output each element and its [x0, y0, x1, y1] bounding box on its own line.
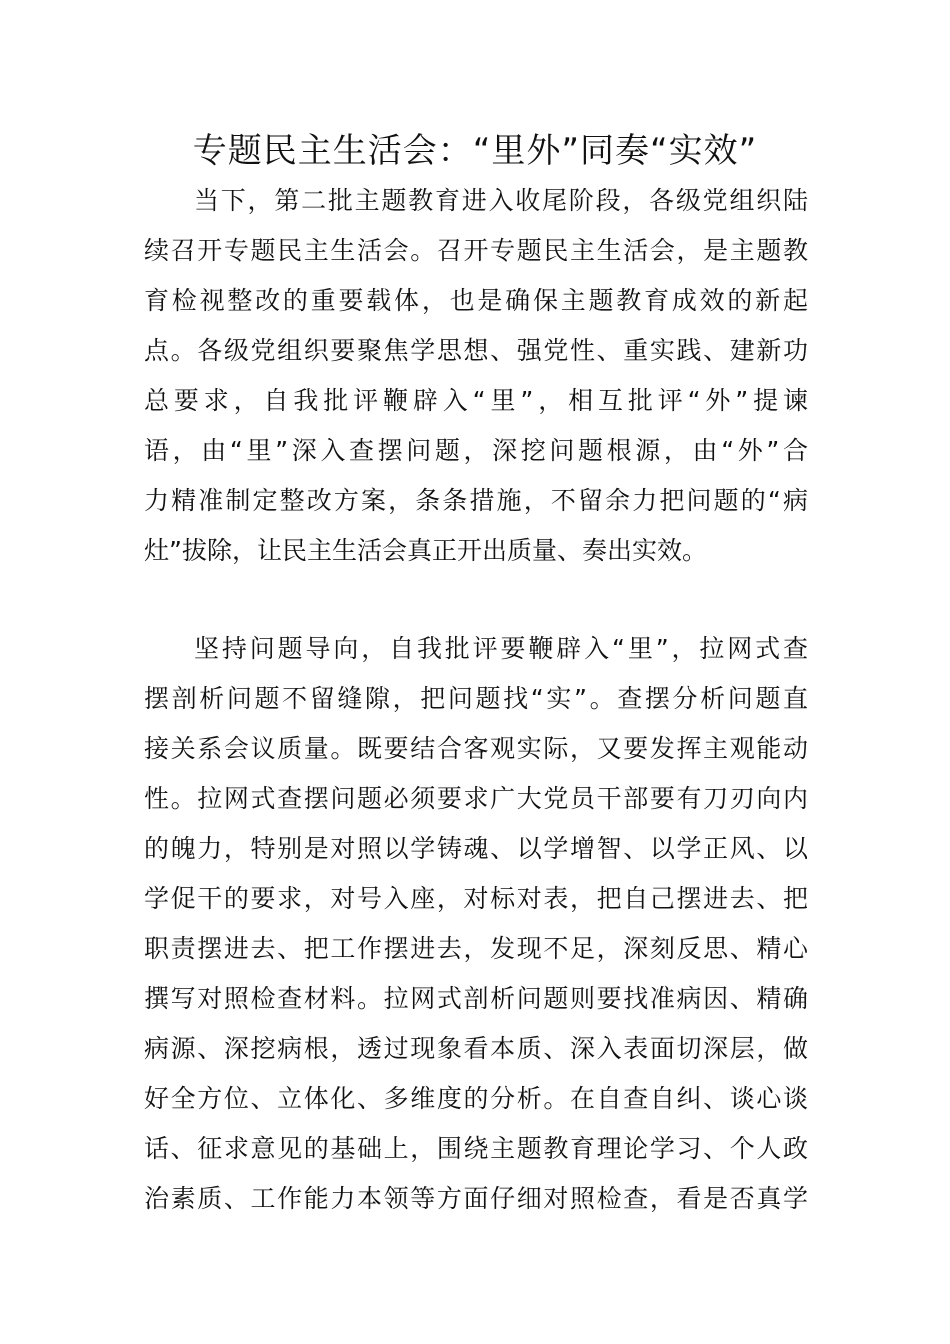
paragraph-line: 接关系会议质量。既要结合客观实际，又要发挥主观能动 — [144, 734, 808, 763]
paragraph-line: 总要求，自我批评鞭辟入“里”，相互批评“外”提谏 — [144, 386, 808, 415]
paragraph-line: 的魄力，特别是对照以学铸魂、以学增智、以学正风、以 — [144, 834, 808, 863]
paragraph-line: 力精准制定整改方案，条条措施，不留余力把问题的“病 — [144, 486, 808, 515]
paragraph-line: 点。各级党组织要聚焦学思想、强党性、重实践、建新功 — [144, 336, 808, 365]
paragraph-line: 病源、深挖病根，透过现象看本质、深入表面切深层，做 — [144, 1034, 808, 1063]
paragraph-line: 坚持问题导向，自我批评要鞭辟入“里”，拉网式查 — [194, 634, 808, 663]
document-title: 专题民主生活会：“里外”同奏“实效” — [192, 131, 758, 171]
paragraph-line: 续召开专题民主生活会。召开专题民主生活会，是主题教 — [144, 236, 808, 265]
paragraph-line: 职责摆进去、把工作摆进去，发现不足，深刻反思、精心 — [144, 934, 808, 963]
paragraph-line: 学促干的要求，对号入座，对标对表，把自己摆进去、把 — [144, 884, 808, 913]
paragraph-line: 话、征求意见的基础上，围绕主题教育理论学习、个人政 — [144, 1134, 808, 1163]
paragraph-line: 语，由“里”深入查摆问题，深挖问题根源，由“外”合 — [144, 436, 808, 465]
paragraph-line: 育检视整改的重要载体，也是确保主题教育成效的新起 — [144, 286, 808, 315]
paragraph-line: 摆剖析问题不留缝隙，把问题找“实”。查摆分析问题直 — [144, 684, 808, 713]
paragraph-line: 性。拉网式查摆问题必须要求广大党员干部要有刀刃向内 — [144, 784, 808, 813]
paragraph-1 — [144, 176, 808, 576]
paragraph-line: 撰写对照检查材料。拉网式剖析问题则要找准病因、精确 — [144, 984, 808, 1013]
paragraph-line: 治素质、工作能力本领等方面仔细对照检查，看是否真学 — [144, 1184, 808, 1213]
paragraph-2 — [144, 624, 808, 1224]
paragraph-line: 灶”拔除，让民主生活会真正开出质量、奏出实效。 — [144, 536, 707, 565]
paragraph-line: 好全方位、立体化、多维度的分析。在自查自纠、谈心谈 — [144, 1084, 808, 1113]
paragraph-line: 当下，第二批主题教育进入收尾阶段，各级党组织陆 — [194, 186, 808, 215]
